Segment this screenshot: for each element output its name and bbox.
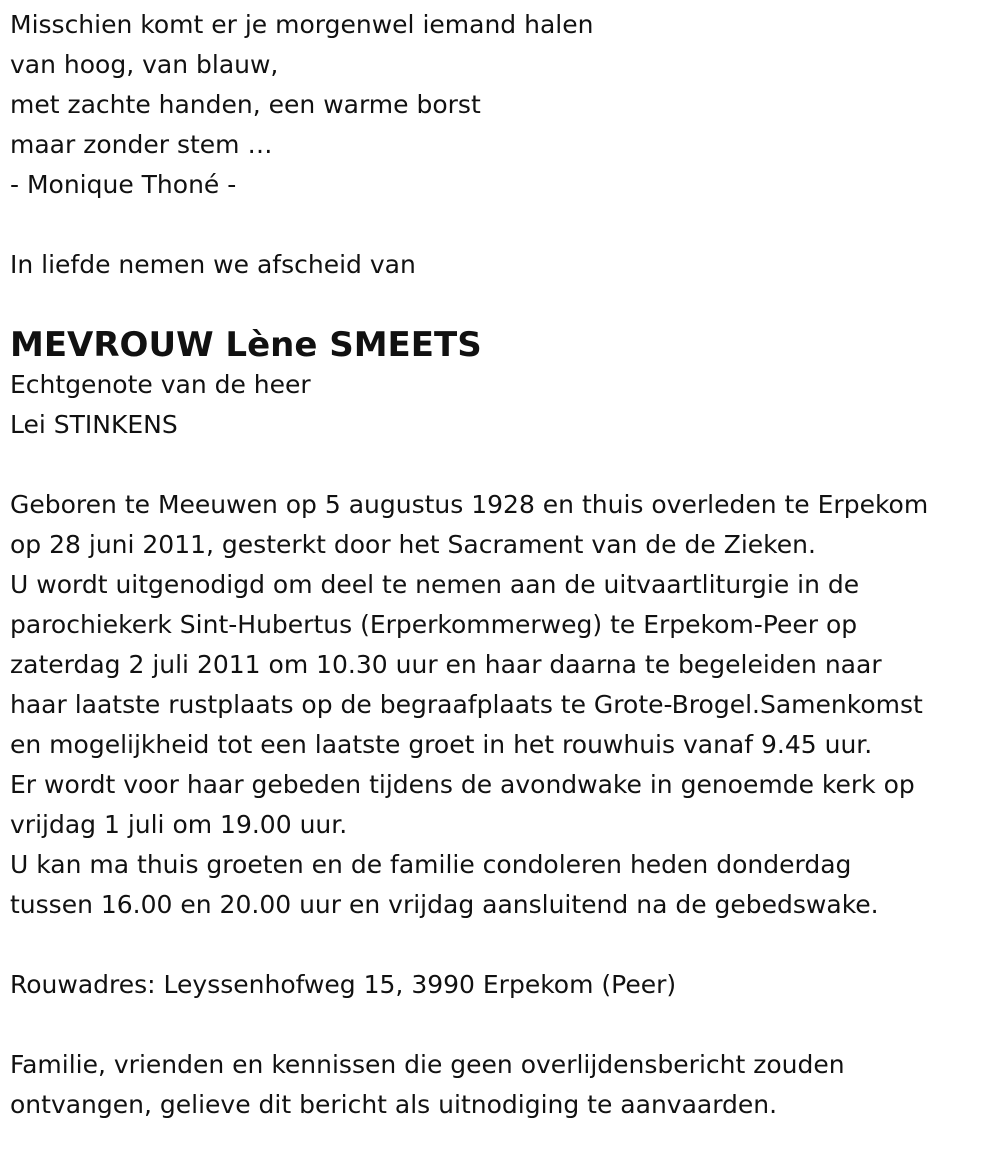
body-line: U kan ma thuis groeten en de familie condoleren heden donderdag — [10, 850, 852, 879]
body-line: zaterdag 2 juli 2011 om 10.30 uur en haar daarna te begeleiden naar — [10, 650, 882, 679]
body-line: Er wordt voor haar gebeden tijdens de avondwake in genoemde kerk op — [10, 770, 915, 799]
body-line: vrijdag 1 juli om 19.00 uur. — [10, 810, 348, 839]
body-line: Geboren te Meeuwen op 5 augustus 1928 en thuis overleden te Erpekom — [10, 490, 929, 519]
body-line: op 28 juni 2011, gesterkt door het Sacrament van de de Zieken. — [10, 530, 816, 559]
spacer — [10, 445, 1000, 485]
spacer — [10, 1005, 1000, 1045]
body-line: parochiekerk Sint-Hubertus (Erperkommerweg) te Erpekom-Peer op — [10, 610, 858, 639]
closing-line: Familie, vrienden en kennissen die geen overlijdensbericht zouden — [10, 1050, 845, 1079]
body-line: U wordt uitgenodigd om deel te nemen aan de uitvaartliturgie in de — [10, 570, 860, 599]
closing-paragraph — [10, 1045, 1000, 1125]
body-line: tussen 16.00 en 20.00 uur en vrijdag aansluitend na de gebedswake. — [10, 890, 879, 919]
intro-text: In liefde nemen we afscheid van — [10, 250, 416, 279]
relation-line: Echtgenote van de heer — [10, 370, 311, 399]
poem-author: - Monique Thoné - — [10, 170, 237, 199]
poem-line: maar zonder stem … — [10, 130, 273, 159]
deceased-name: MEVROUW Lène SMEETS — [10, 325, 482, 365]
poem-line: van hoog, van blauw, — [10, 50, 279, 79]
mourning-address: Rouwadres: Leyssenhofweg 15, 3990 Erpekom (Peer) — [10, 970, 677, 999]
closing-line: ontvangen, gelieve dit bericht als uitnodiging te aanvaarden. — [10, 1090, 778, 1119]
spacer — [10, 925, 1000, 965]
poem — [10, 5, 1000, 205]
spacer — [10, 285, 1000, 325]
relation-line: Lei STINKENS — [10, 410, 178, 439]
body-paragraph — [10, 485, 1000, 925]
poem-line: met zachte handen, een warme borst — [10, 90, 481, 119]
poem-line: Misschien komt er je morgenwel iemand halen — [10, 10, 594, 39]
body-line: en mogelijkheid tot een laatste groet in het rouwhuis vanaf 9.45 uur. — [10, 730, 873, 759]
spacer — [10, 205, 1000, 245]
body-line: haar laatste rustplaats op de begraafplaats te Grote-Brogel.Samenkomst — [10, 690, 923, 719]
